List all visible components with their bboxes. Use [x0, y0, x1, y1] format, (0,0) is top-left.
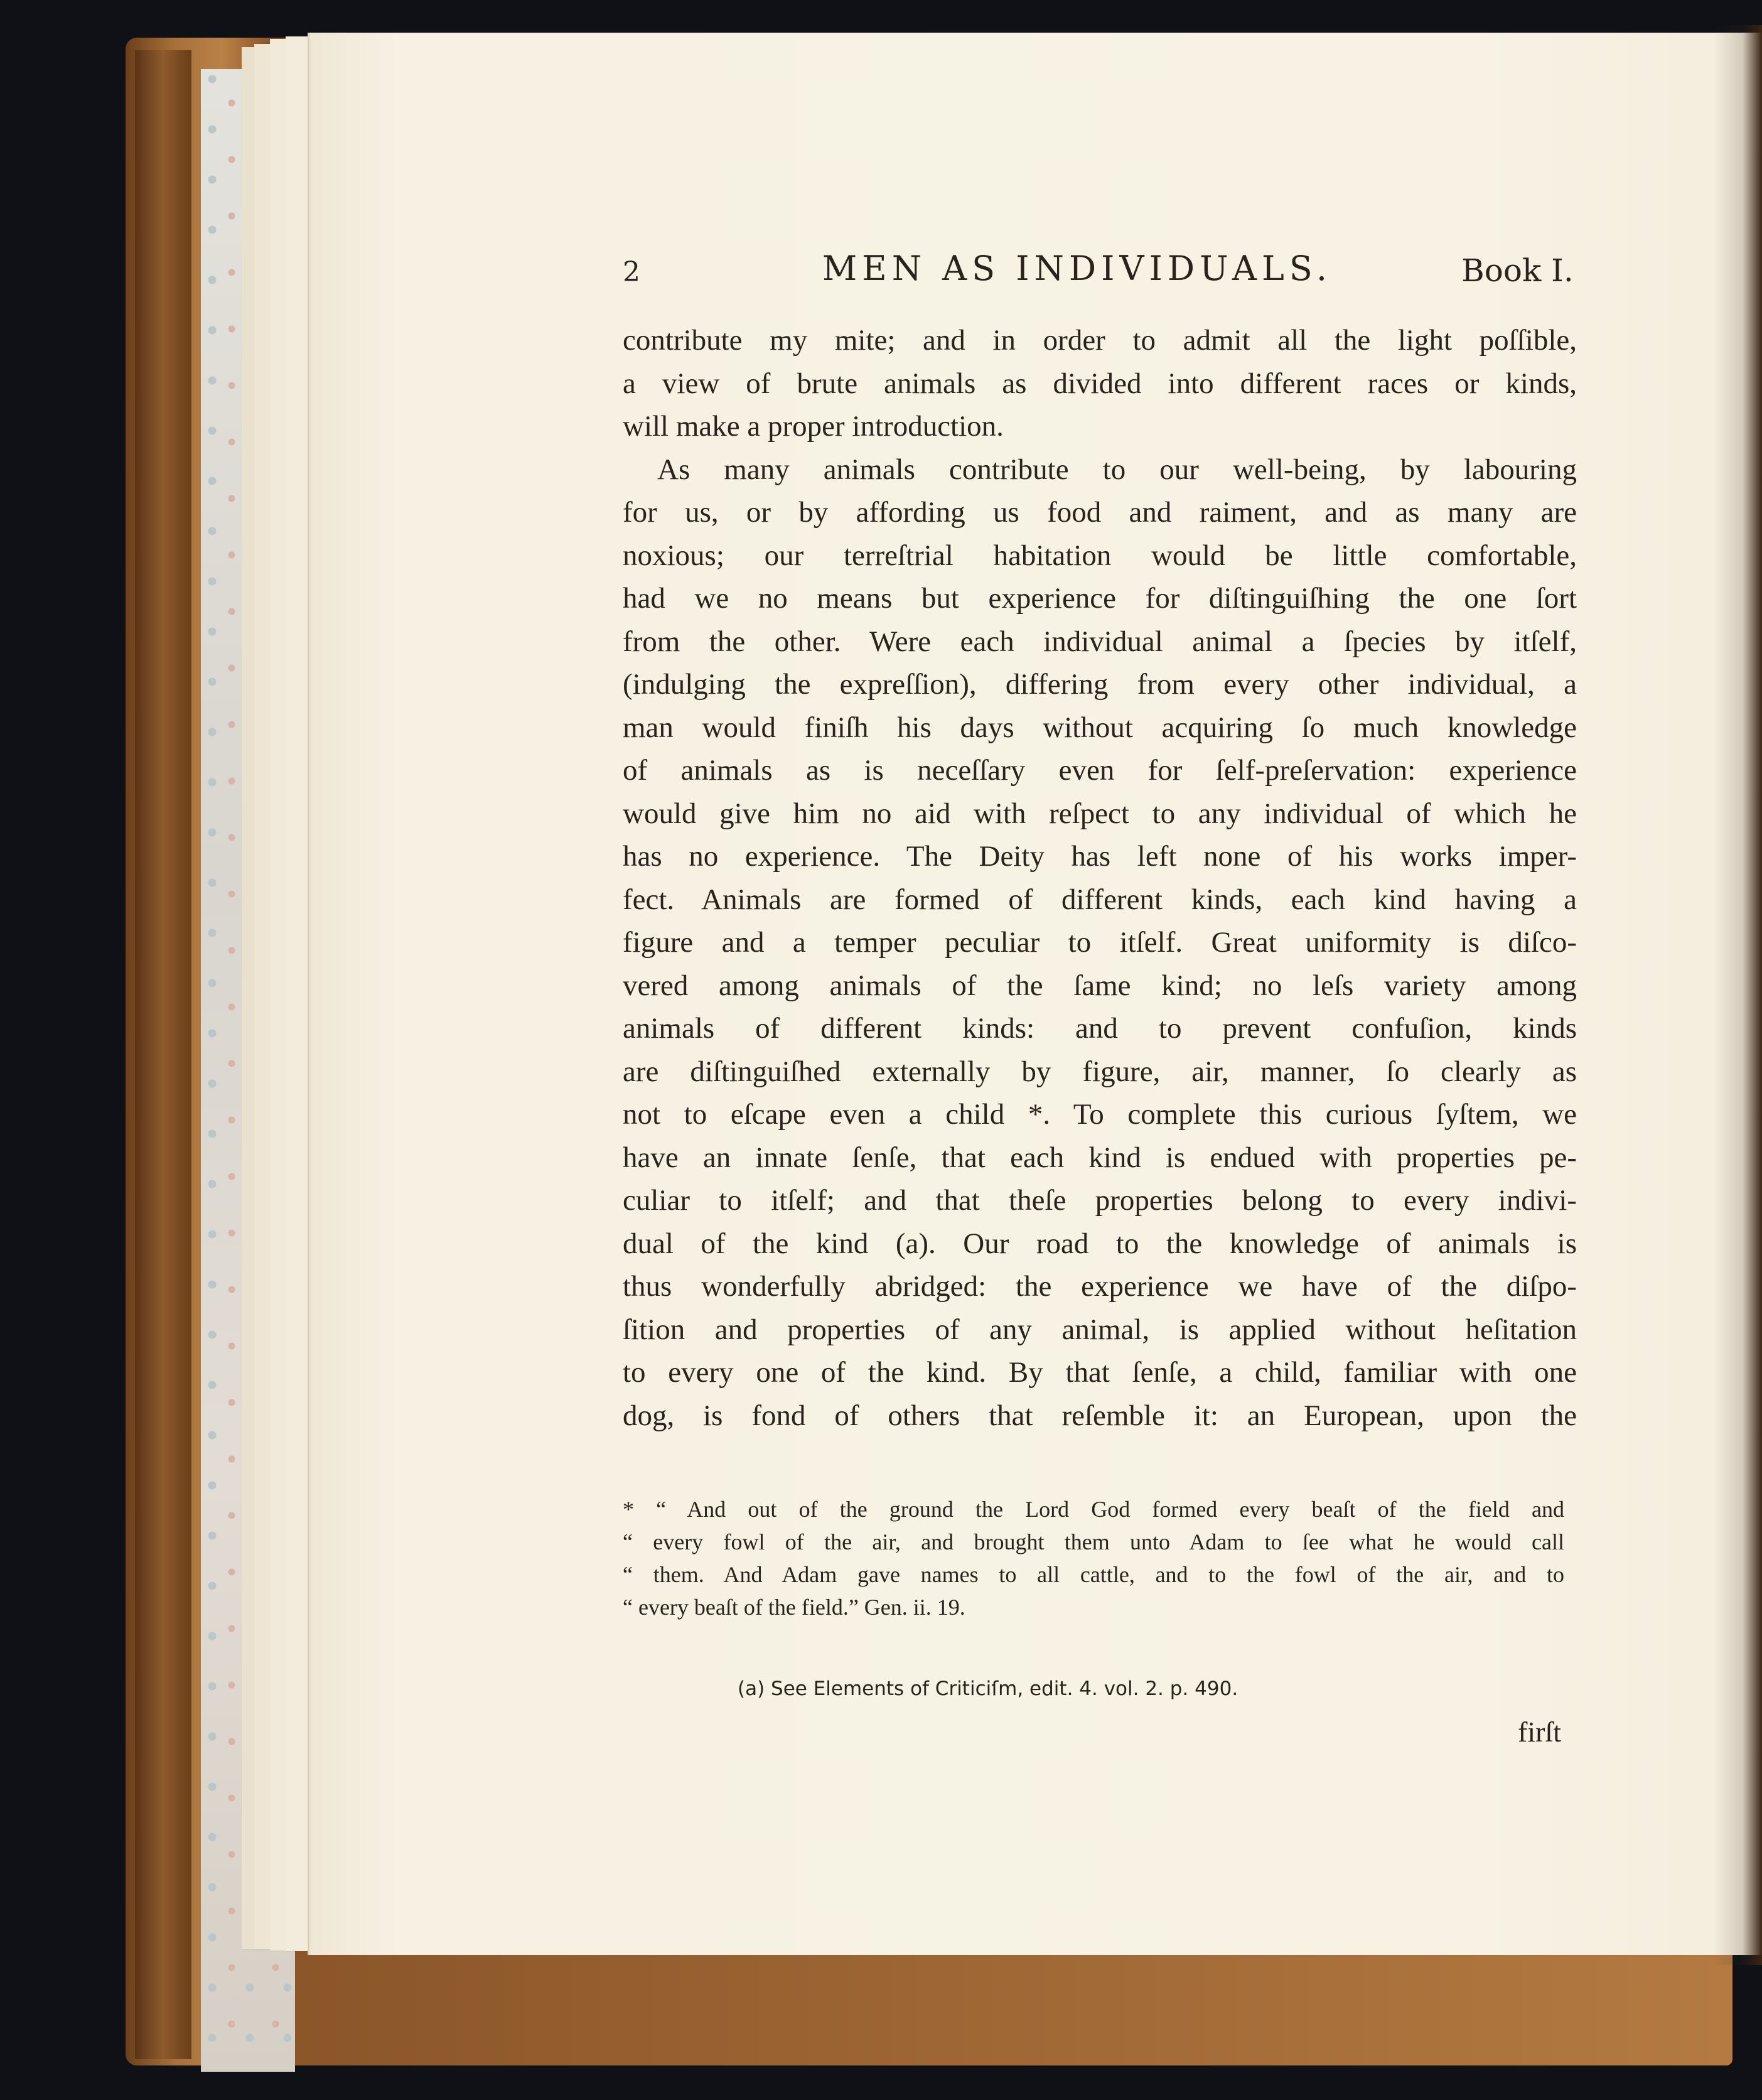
- text-line: figure and a temper peculiar to itſelf. Great uniformity is diſco-: [623, 926, 1577, 959]
- text-line: animals of different kinds: and to prevent confuſion, kinds: [623, 1012, 1577, 1045]
- text-line: are diſtinguiſhed externally by figure, air, manner, ſo clearly as: [623, 1055, 1577, 1088]
- text-line: fect. Animals are formed of different kinds, each kind having a: [623, 883, 1577, 916]
- page-number: 2: [623, 256, 640, 288]
- text-line: would give him no aid with reſpect to any individual of which he: [623, 797, 1577, 830]
- text-line: dual of the kind (a). Our road to the knowledge of animals is: [623, 1227, 1577, 1260]
- text-line: culiar to itſelf; and that theſe properties belong to every indivi-: [623, 1184, 1577, 1217]
- reference-note: (a) See Elements of Criticiſm, edit. 4. vol. 2. p. 490.: [738, 1677, 1238, 1700]
- footnote-line: “ them. And Adam gave names to all cattle, and to the fowl of the air, and to: [623, 1562, 1564, 1587]
- footnote-line: “ every beaſt of the field.” Gen. ii. 19.: [623, 1595, 965, 1620]
- text-line: of animals as is neceſſary even for ſelf-preſervation: experience: [623, 754, 1577, 787]
- footnote: [623, 1493, 1564, 1623]
- text-line: contribute my mite; and in order to admit all the light poſſible,: [623, 324, 1577, 357]
- text-line: man would finiſh his days without acquiring ſo much knowledge: [623, 711, 1577, 744]
- text-line: As many animals contribute to our well-being, by labouring: [657, 453, 1577, 486]
- text-line: noxious; our terreſtrial habitation would be little comfortable,: [623, 539, 1577, 572]
- text-line: had we no means but experience for diſtinguiſhing the one ſort: [623, 582, 1577, 615]
- footnote-line: “ every fowl of the air, and brought them unto Adam to ſee what he would call: [623, 1529, 1564, 1554]
- footnote-line: * “ And out of the ground the Lord God formed every beaſt of the field and: [623, 1497, 1564, 1522]
- text-line: for us, or by affording us food and raiment, and as many are: [623, 496, 1577, 529]
- text-line: from the other. Were each individual animal a ſpecies by itſelf,: [623, 625, 1577, 658]
- gutter-shadow: [1714, 25, 1762, 1965]
- running-title: MEN AS INDIVIDUALS.: [822, 249, 1333, 288]
- text-line: a view of brute animals as divided into different races or kinds,: [623, 367, 1577, 400]
- text-line: dog, is fond of others that reſemble it: an European, upon the: [623, 1399, 1577, 1432]
- text-line: to every one of the kind. By that ſenſe, a child, familiar with one: [623, 1356, 1577, 1389]
- book-label: Book I.: [1461, 252, 1574, 289]
- text-line: will make a proper introduction.: [623, 410, 1004, 443]
- text-line: has no experience. The Deity has left none of his works imper-: [623, 840, 1577, 873]
- text-line: (indulging the expreſſion), differing from every other individual, a: [623, 668, 1577, 701]
- text-line: vered among animals of the ſame kind; no leſs variety among: [623, 969, 1577, 1002]
- text-line: thus wonderfully abridged: the experience we have of the diſpo-: [623, 1270, 1577, 1303]
- text-line: ſition and properties of any animal, is applied without heſitation: [623, 1313, 1577, 1346]
- text-line: not to eſcape even a child *. To complete this curious ſyſtem, we: [623, 1098, 1577, 1131]
- text-line: have an innate ſenſe, that each kind is endued with properties pe-: [623, 1141, 1577, 1174]
- binding-spine: [135, 50, 191, 2059]
- body-text: [623, 319, 1577, 1437]
- catchword: firſt: [1518, 1716, 1561, 1748]
